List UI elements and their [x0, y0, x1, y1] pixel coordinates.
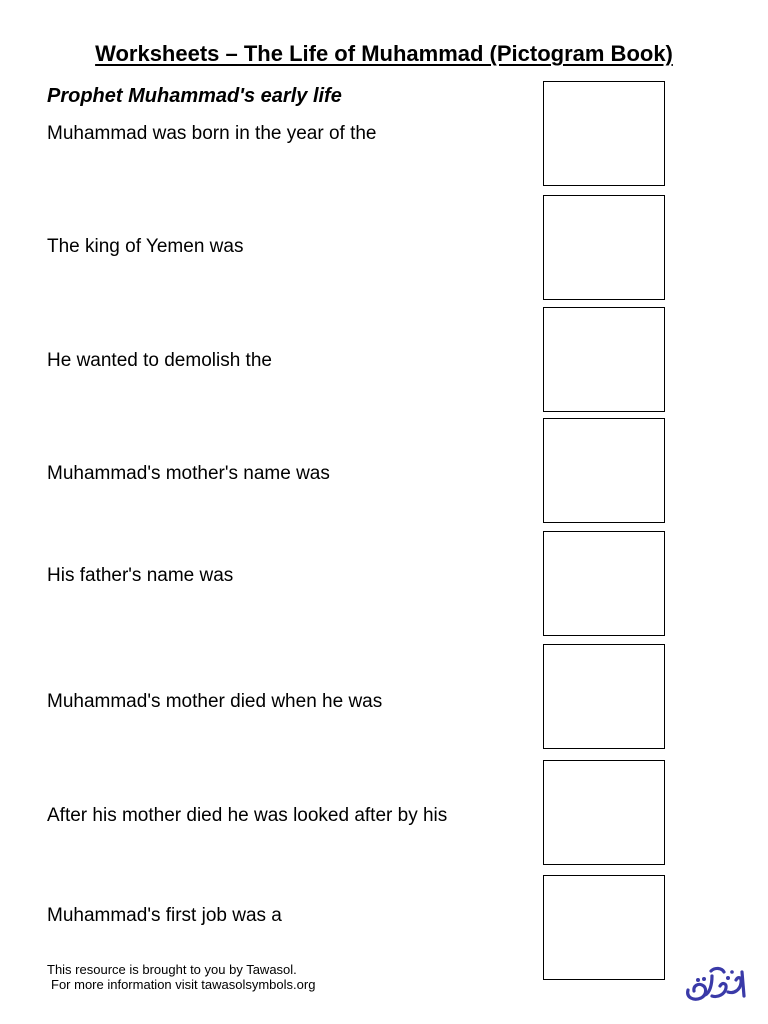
answer-box-4[interactable]: [543, 418, 665, 523]
section-heading: Prophet Muhammad's early life: [47, 85, 342, 107]
question-1: Muhammad was born in the year of the: [47, 123, 377, 144]
answer-box-8[interactable]: [543, 875, 665, 980]
question-4: Muhammad's mother's name was: [47, 463, 330, 484]
footer-credit-line-1: This resource is brought to you by Tawasol.: [47, 962, 297, 977]
tawasol-logo-icon: [684, 960, 748, 1006]
answer-box-3[interactable]: [543, 307, 665, 412]
answer-box-2[interactable]: [543, 195, 665, 300]
answer-box-7[interactable]: [543, 760, 665, 865]
answer-box-1[interactable]: [543, 81, 665, 186]
question-2: The king of Yemen was: [47, 236, 244, 257]
answer-box-6[interactable]: [543, 644, 665, 749]
answer-box-5[interactable]: [543, 531, 665, 636]
footer-credit: [47, 962, 315, 992]
question-6: Muhammad's mother died when he was: [47, 691, 383, 712]
question-7: After his mother died he was looked after by his: [47, 805, 448, 826]
question-8: Muhammad's first job was a: [47, 905, 282, 926]
footer-credit-line-2: For more information visit tawasolsymbols.org: [51, 977, 316, 992]
worksheet-title: Worksheets – The Life of Muhammad (Pictogram Book): [95, 41, 673, 66]
question-5: His father's name was: [47, 565, 234, 586]
question-3: He wanted to demolish the: [47, 350, 272, 371]
